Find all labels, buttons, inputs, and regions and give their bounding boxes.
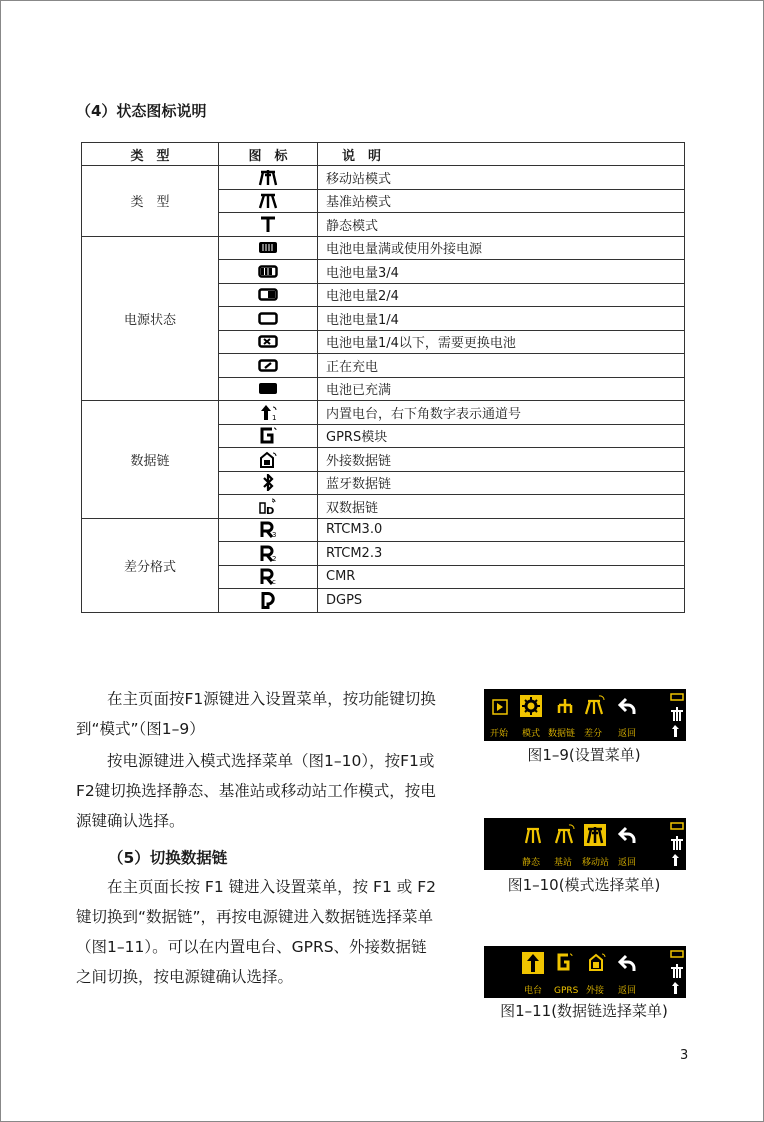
bluetooth-icon (219, 471, 318, 495)
radio-icon (522, 952, 544, 974)
battery-half-icon (219, 283, 318, 307)
row-desc: 外接数据链 (318, 448, 685, 472)
table-row (82, 166, 685, 190)
base-icon (219, 189, 318, 213)
row-desc: 蓝牙数据链 (318, 471, 685, 495)
back-icon (618, 954, 636, 972)
header-desc: 说 明 (318, 143, 685, 166)
paragraph-3: 在主页面长按 F1 键进入设置菜单，按 F1 或 F2 键切换到“数据链”，再按电源键进入数据链选择菜单（图1–11）。可以在内置电台、GPRS、外接数据链之间切换，按电源键确认选择。 (76, 878, 436, 986)
battery-low-icon (219, 330, 318, 354)
status-bar (670, 950, 684, 996)
row-desc: 基准站模式 (318, 189, 685, 213)
battery-charging-icon (219, 354, 318, 378)
back-icon (618, 697, 636, 715)
datalink-menu-screen (484, 946, 686, 998)
menu-label-start: 开始 (490, 729, 509, 739)
rtcm2-icon (219, 542, 318, 566)
category-type: 类 型 (82, 166, 219, 237)
row-desc: 内置电台，右下角数字表示通道号 (318, 401, 685, 425)
gear-icon (520, 695, 542, 717)
rover-icon (219, 166, 318, 190)
row-desc: RTCM3.0 (318, 518, 685, 542)
static-icon (219, 213, 318, 237)
dual-link-icon (219, 495, 318, 519)
sub-section-title: （5）切换数据链 (108, 849, 228, 867)
row-desc: 电池电量2/4 (318, 283, 685, 307)
network-icon (556, 697, 574, 715)
external-link-icon (219, 448, 318, 472)
row-desc: RTCM2.3 (318, 542, 685, 566)
settings-menu-screen (484, 689, 686, 741)
figure-caption: 图1–10(模式选择菜单) (507, 876, 661, 894)
menu-label-radio: 电台 (524, 986, 543, 996)
status-bar (670, 822, 684, 868)
row-desc: CMR (318, 565, 685, 589)
paragraph-1: 在主页面按F1源键进入设置菜单，按功能键切换到“模式”（图1–9） (76, 690, 436, 738)
menu-label-static: 静态 (522, 858, 541, 868)
menu-label-external: 外接 (586, 986, 605, 996)
table-row (82, 236, 685, 260)
row-desc: GPRS模块 (318, 424, 685, 448)
battery-full-icon (219, 236, 318, 260)
menu-label-base: 基站 (554, 858, 573, 868)
section-title: （4）状态图标说明 (76, 102, 207, 120)
menu-label-gprs: GPRS (554, 986, 579, 996)
gprs-icon (219, 424, 318, 448)
row-desc: 移动站模式 (318, 166, 685, 190)
paragraph-2: 按电源键进入模式选择菜单（图1–10），按F1或F2键切换选择静态、基准站或移动站工作模式，按电源键确认选择。 (76, 752, 436, 830)
base-mode-icon (554, 824, 576, 844)
header-type: 类 型 (82, 143, 219, 166)
row-desc: DGPS (318, 589, 685, 613)
row-desc: 正在充电 (318, 354, 685, 378)
dgps-icon (219, 589, 318, 613)
external-menu-icon (588, 953, 606, 971)
category-diff-format: 差分格式 (82, 518, 219, 612)
menu-label-rover: 移动站 (582, 858, 610, 868)
table-header-row (82, 143, 685, 166)
back-icon (618, 826, 636, 844)
svg-text:c: c (272, 578, 276, 586)
figure-caption: 图1–11(数据链选择菜单) (500, 1002, 668, 1020)
menu-label-back: 返回 (618, 858, 637, 868)
menu-label-back: 返回 (618, 729, 637, 739)
category-datalink: 数据链 (82, 401, 219, 519)
status-bar (670, 693, 684, 739)
diff-icon (584, 695, 606, 715)
svg-text:1: 1 (272, 413, 277, 421)
row-desc: 电池电量3/4 (318, 260, 685, 284)
row-desc: 电池电量1/4以下，需要更换电池 (318, 330, 685, 354)
battery-3q-icon (219, 260, 318, 284)
table-row (82, 401, 685, 425)
row-desc: 电池电量满或使用外接电源 (318, 236, 685, 260)
row-desc: 双数据链 (318, 495, 685, 519)
category-power: 电源状态 (82, 236, 219, 401)
mode-menu-screen (484, 818, 686, 870)
svg-text:D: D (266, 505, 275, 515)
static-mode-icon (524, 826, 542, 844)
svg-text:3: 3 (272, 531, 277, 539)
menu-label-back: 返回 (618, 986, 637, 996)
rtcm3-icon (219, 518, 318, 542)
menu-label-datalink: 数据链 (548, 729, 576, 739)
header-icon: 图 标 (219, 143, 318, 166)
rover-mode-icon (584, 824, 606, 846)
battery-charged-icon (219, 377, 318, 401)
menu-label-diff: 差分 (584, 729, 603, 739)
table-row (82, 518, 685, 542)
menu-label-mode: 模式 (522, 729, 541, 739)
battery-1q-icon (219, 307, 318, 331)
row-desc: 电池电量1/4 (318, 307, 685, 331)
play-icon (492, 699, 508, 715)
cmr-icon (219, 565, 318, 589)
row-desc: 电池已充满 (318, 377, 685, 401)
row-desc: 静态模式 (318, 213, 685, 237)
page-number: 3 (680, 1048, 689, 1063)
figure-caption: 图1–9(设置菜单) (527, 746, 641, 764)
internal-radio-icon (219, 401, 318, 425)
svg-text:2: 2 (272, 554, 277, 562)
gprs-menu-icon (556, 953, 574, 971)
status-icon-table (81, 142, 685, 613)
